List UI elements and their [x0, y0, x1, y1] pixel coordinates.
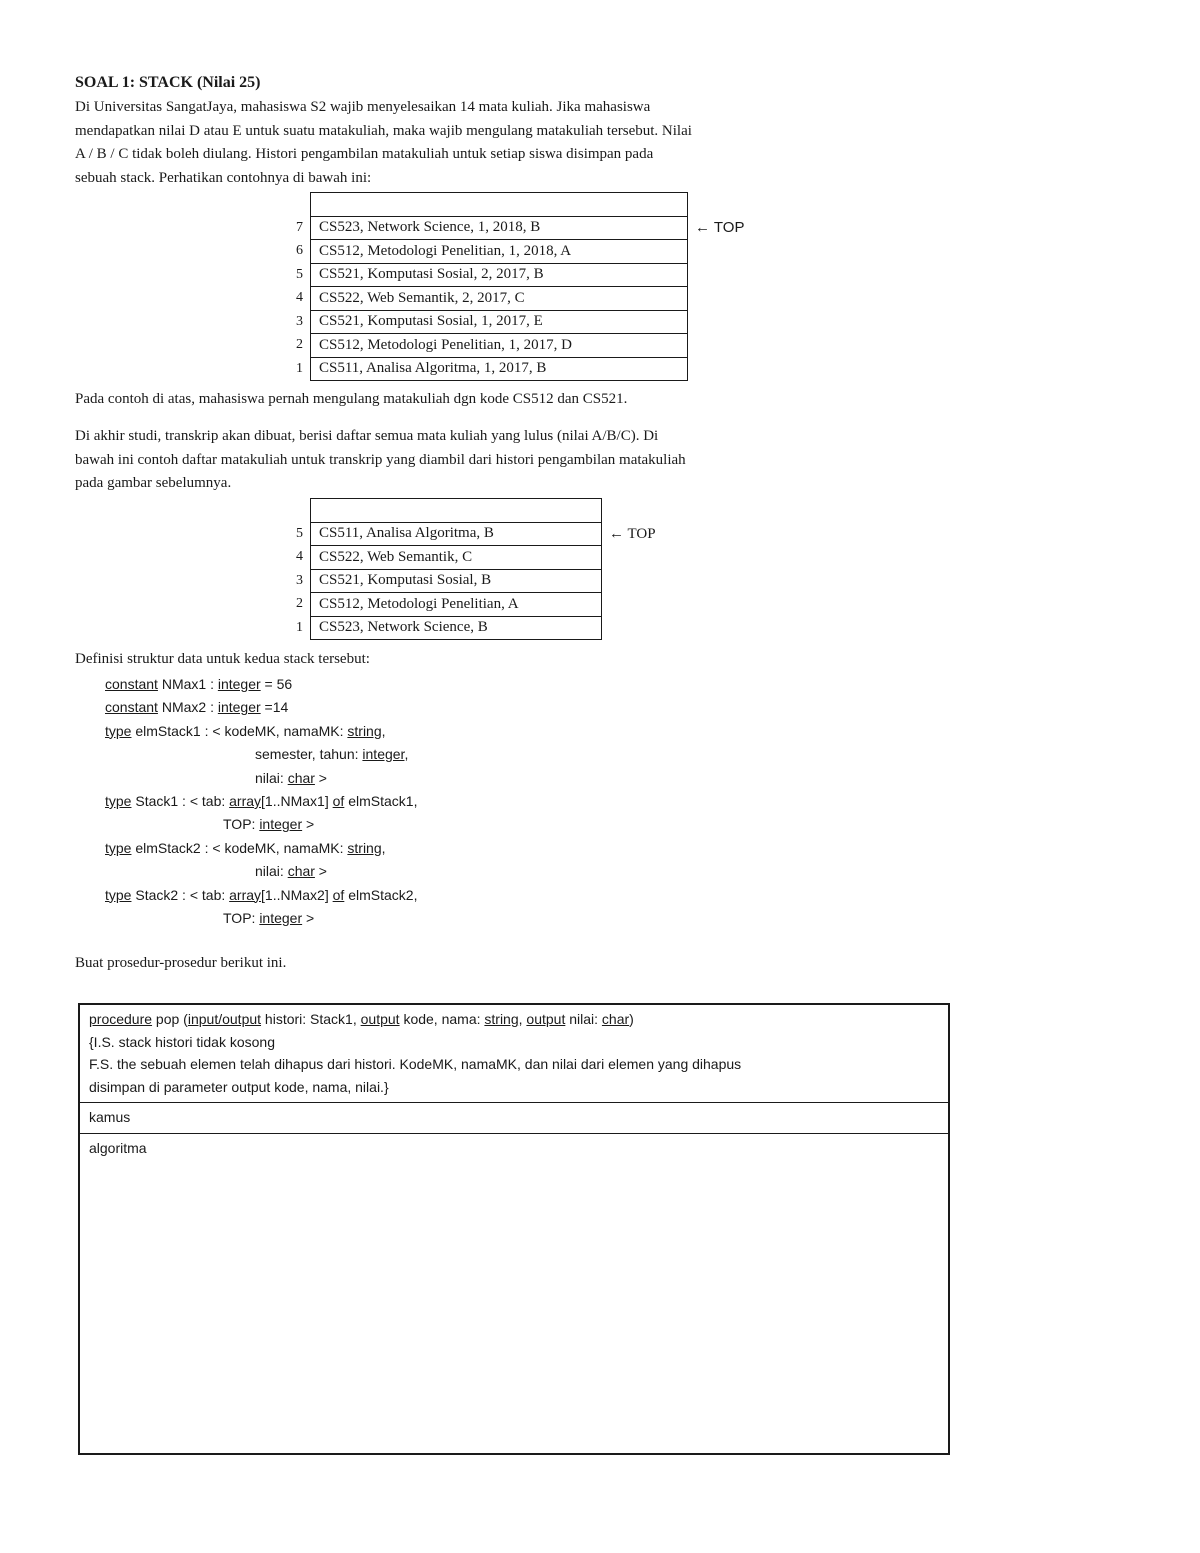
- transkrip-line: pada gambar sebelumnya.: [75, 475, 232, 491]
- code-line: type Stack1 : < tab: array[1..NMax1] of elmStack1,: [105, 792, 418, 809]
- note-paragraph: Pada contoh di atas, mahasiswa pernah mengulang matakuliah dgn kode CS512 dan CS521.: [75, 391, 628, 407]
- stack-index: 2: [296, 596, 303, 612]
- code-line: TOP: integer >: [223, 909, 315, 926]
- intro-line: sebuah stack. Perhatikan contohnya di bawah ini:: [75, 169, 372, 186]
- transkrip-paragraph: [75, 425, 925, 496]
- transkrip-line: Di akhir studi, transkrip akan dibuat, berisi daftar semua mata kuliah yang lulus (nilai A/B/C). Di: [75, 428, 659, 444]
- stack-element: CS523, Network Science, 1, 2018, B: [311, 216, 688, 240]
- procedure-answer-box: [78, 1003, 950, 1455]
- top-pointer-label: ← TOP: [609, 526, 656, 542]
- stack-empty-slot: [311, 499, 602, 523]
- code-line: type Stack2 : < tab: array[1..NMax2] of elmStack2,: [105, 886, 418, 903]
- stack-index: 7: [296, 219, 303, 235]
- instruction-text: Buat prosedur-prosedur berikut ini.: [75, 955, 287, 971]
- algoritma-section[interactable]: [80, 1134, 948, 1164]
- stack-index: 4: [296, 290, 303, 306]
- stack-empty-slot: [311, 193, 688, 217]
- stack-index: 5: [296, 266, 303, 282]
- top-pointer-label: ← TOP: [695, 219, 745, 236]
- intro-paragraph: [75, 96, 925, 190]
- final-state: F.S. the sebuah elemen telah dihapus dari histori. KodeMK, namaMK, dan nilai dari elemen yang dihapus: [89, 1056, 742, 1072]
- stack-element: CS511, Analisa Algoritma, B: [311, 522, 602, 546]
- stack-index: 1: [296, 360, 303, 376]
- code-line: type elmStack2 : < kodeMK, namaMK: string,: [105, 839, 386, 856]
- code-line: constant NMax1 : integer = 56: [105, 676, 293, 692]
- initial-state: {I.S. stack histori tidak kosong: [89, 1033, 275, 1050]
- intro-line: A / B / C tidak boleh diulang. Histori pengambilan matakuliah untuk setiap siswa disimpan pada: [75, 146, 654, 162]
- stack-element: CS521, Komputasi Sosial, B: [311, 569, 602, 593]
- data-structure-code: [105, 673, 417, 930]
- stack-index: 2: [296, 337, 303, 353]
- kamus-label: kamus: [89, 1109, 131, 1125]
- code-line: nilai: char >: [255, 863, 327, 880]
- intro-line: Di Universitas SangatJaya, mahasiswa S2 wajib menyelesaikan 14 mata kuliah. Jika mahasiswa: [75, 99, 651, 115]
- question-title: SOAL 1: STACK (Nilai 25): [75, 74, 261, 91]
- kamus-section: [80, 1103, 948, 1134]
- stack-index: 4: [296, 549, 303, 565]
- final-state-cont: disimpan di parameter output kode, nama, nilai.}: [89, 1078, 389, 1095]
- stack-index: 1: [296, 619, 303, 635]
- code-line: nilai: char >: [255, 769, 327, 786]
- code-line: TOP: integer >: [223, 816, 315, 833]
- stack-element: CS521, Komputasi Sosial, 2, 2017, B: [311, 263, 688, 287]
- code-line: type elmStack1 : < kodeMK, namaMK: string,: [105, 722, 386, 739]
- procedure-header: [80, 1005, 948, 1103]
- definisi-heading: Definisi struktur data untuk kedua stack tersebut:: [75, 651, 370, 667]
- stack-element: CS512, Metodologi Penelitian, 1, 2018, A: [311, 240, 688, 264]
- algoritma-label: algoritma: [89, 1139, 147, 1156]
- transkrip-stack-diagram: [281, 498, 602, 640]
- stack-element: CS511, Analisa Algoritma, 1, 2017, B: [311, 357, 688, 381]
- stack-element: CS522, Web Semantik, 2, 2017, C: [311, 287, 688, 311]
- stack-element: CS522, Web Semantik, C: [311, 546, 602, 570]
- stack-index: 3: [296, 572, 303, 588]
- stack-element: CS521, Komputasi Sosial, 1, 2017, E: [311, 310, 688, 334]
- histori-stack-diagram: [281, 192, 688, 381]
- stack-element: CS523, Network Science, B: [311, 616, 602, 640]
- stack-element: CS512, Metodologi Penelitian, A: [311, 593, 602, 617]
- procedure-signature: procedure pop (input/output histori: Stack1, output kode, nama: string, output nilai: char): [89, 1011, 634, 1027]
- code-line: semester, tahun: integer,: [255, 746, 409, 763]
- stack-element: CS512, Metodologi Penelitian, 1, 2017, D: [311, 334, 688, 358]
- intro-line: mendapatkan nilai D atau E untuk suatu matakuliah, maka wajib mengulang matakuliah tersebut. Nilai: [75, 122, 692, 139]
- transkrip-line: bawah ini contoh daftar matakuliah untuk transkrip yang diambil dari histori pengambilan matakuliah: [75, 451, 686, 468]
- code-line: constant NMax2 : integer =14: [105, 699, 289, 716]
- stack-index: 3: [296, 313, 303, 329]
- stack-index: 5: [296, 525, 303, 541]
- stack-index: 6: [296, 243, 303, 259]
